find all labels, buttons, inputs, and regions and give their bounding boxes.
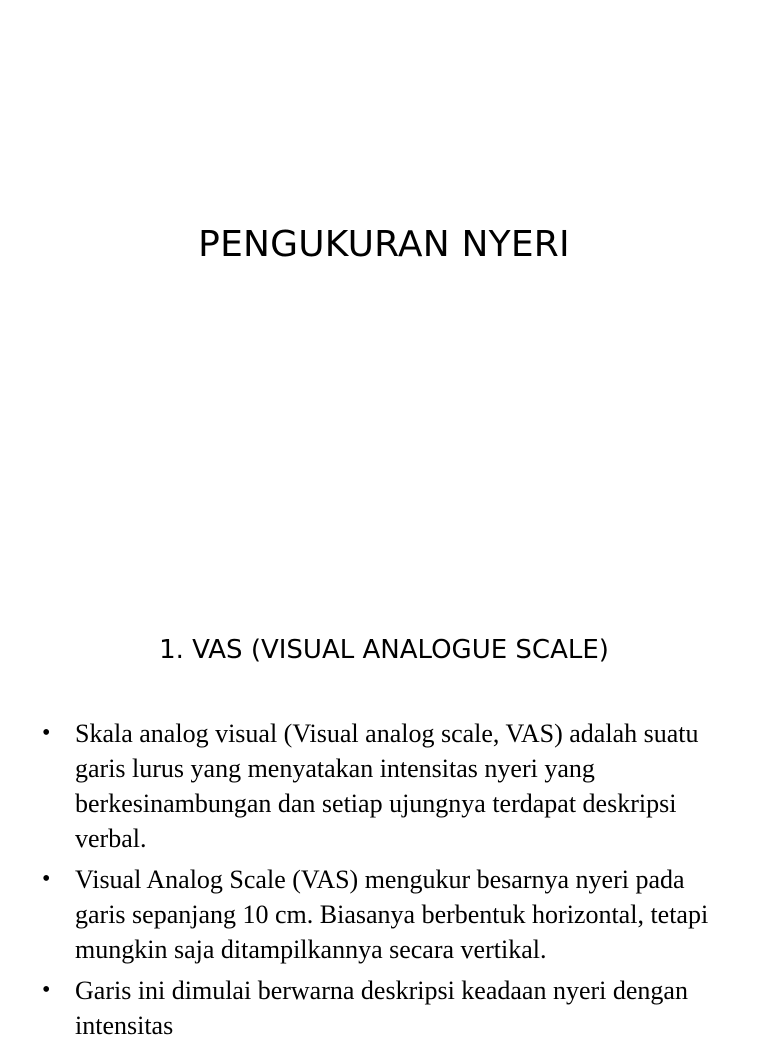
bullet-dot-icon: • [42, 977, 51, 1003]
bullet-text: Skala analog visual (Visual analog scale, VAS) adalah suatu garis lurus yang menyatakan intensitas nyeri yang berkesinambungan dan setiap ujungnya terdapat deskripsi verbal. [75, 719, 699, 853]
bullet-item [0, 716, 768, 856]
bullet-text: Visual Analog Scale (VAS) mengukur besarnya nyeri pada garis sepanjang 10 cm. Biasanya berbentuk horizontal, tetapi mungkin saja ditampilkannya secara vertikal. [75, 865, 709, 964]
bullet-dot-icon: • [42, 720, 51, 746]
bullet-item [0, 862, 768, 967]
bullet-text: Garis ini dimulai berwarna deskripsi keadaan nyeri dengan intensitas [75, 976, 688, 1040]
bullet-item [0, 973, 768, 1043]
section-heading: 1. VAS (VISUAL ANALOGUE SCALE) [159, 635, 609, 665]
bullet-dot-icon: • [42, 866, 51, 892]
slide-title: PENGUKURAN NYERI [198, 224, 570, 265]
bullet-list [0, 716, 768, 1049]
